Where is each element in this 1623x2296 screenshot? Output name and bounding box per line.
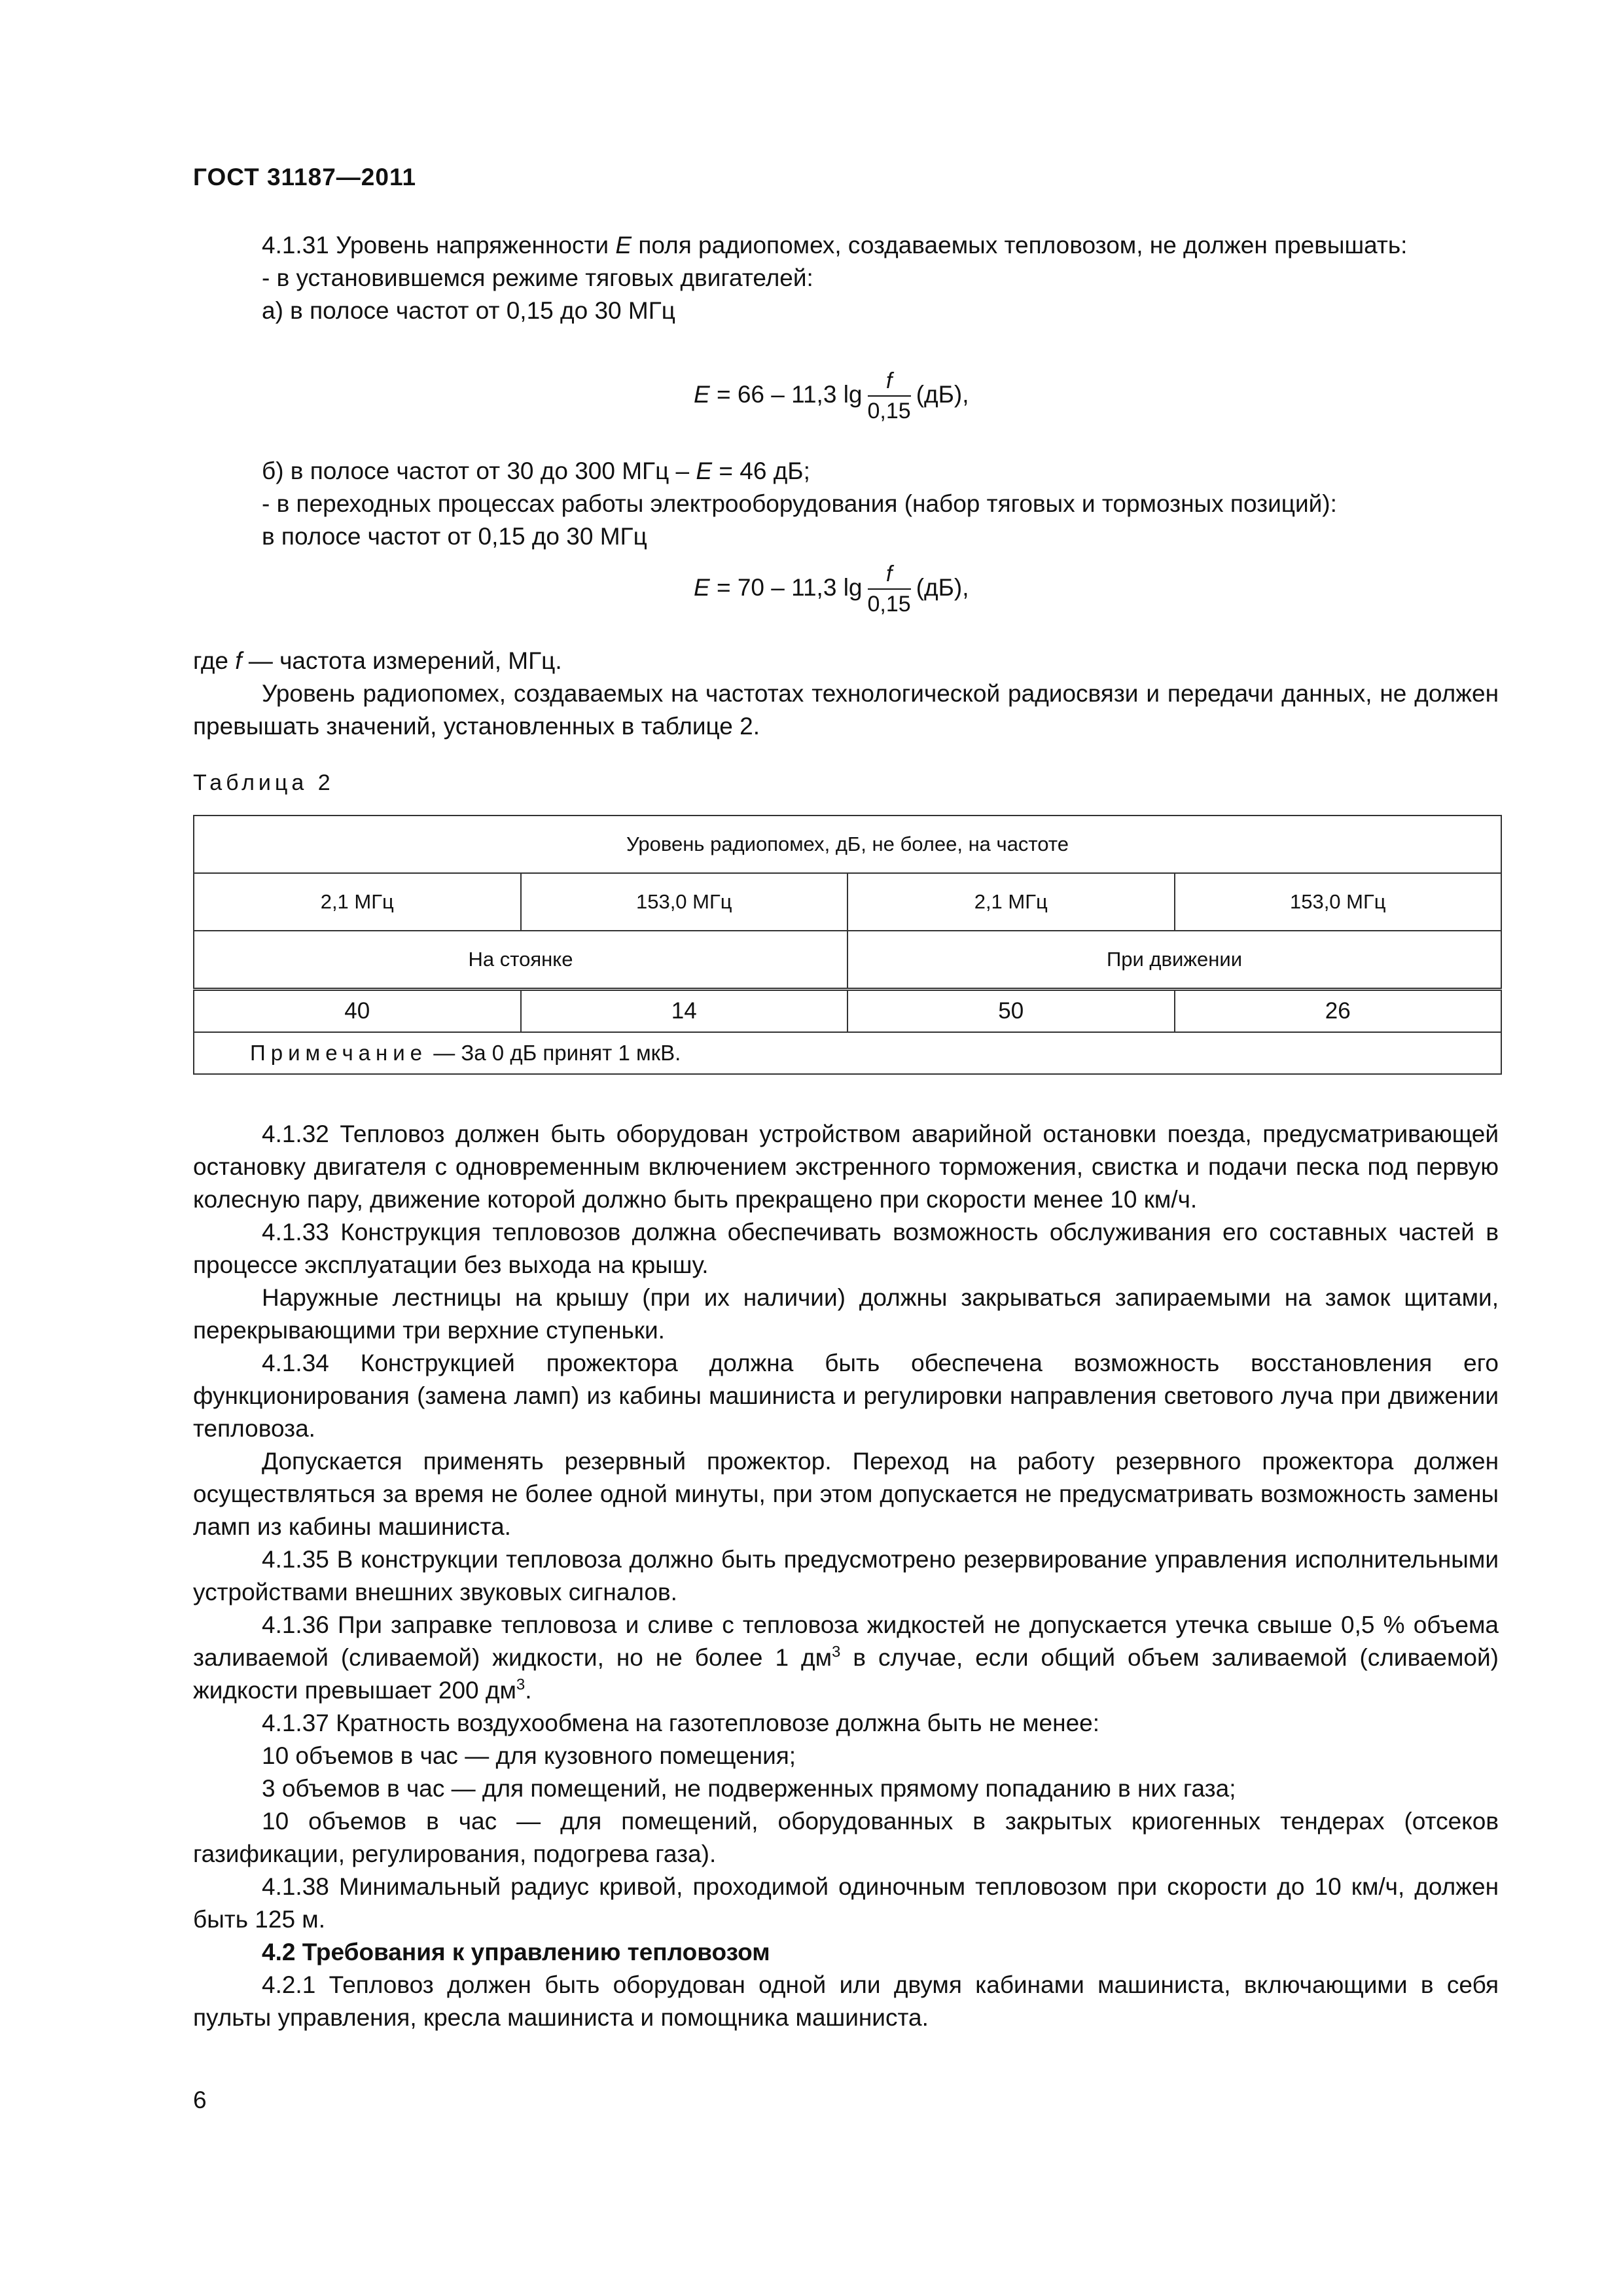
paragraph-4-1-37: 4.1.37 Кратность воздухообмена на газотепловозе должна быть не менее: bbox=[262, 1710, 1100, 1736]
paragraph-4-1-33: 4.1.33 Конструкция тепловозов должна обеспечивать возможность обслуживания его составных частей в процессе эксплуатации без выхода на крышу. bbox=[193, 1219, 1499, 1278]
band-a-line: а) в полосе частот от 0,15 до 30 МГц bbox=[262, 297, 675, 324]
where-line: где f — частота измерений, МГц. bbox=[193, 647, 562, 674]
table-note: Примечание — За 0 дБ принят 1 мкВ. bbox=[194, 1032, 1501, 1074]
table-freq-header: 153,0 МГц bbox=[1175, 873, 1502, 931]
table-caption: Таблица 2 bbox=[193, 770, 334, 795]
section-heading-4-2: 4.2 Требования к управлению тепловозом bbox=[262, 1939, 770, 1965]
paragraph-4-1-38: 4.1.38 Минимальный радиус кривой, проходимой одиночным тепловозом при скорости до 10 км/ч, должен быть 125 м. bbox=[193, 1873, 1499, 1933]
formula-2: E = 70 – 11,3 lg $\frac{f}{0,15}$ (дБ), bbox=[694, 560, 969, 619]
paragraph-4-1-34: 4.1.34 Конструкцией прожектора должна быть обеспечена возможность восстановления его функционирования (замена ламп) из кабины машиниста и регулировки направления светового луча при движении тепловоза. bbox=[193, 1350, 1499, 1442]
paragraph-4-2-1: 4.2.1 Тепловоз должен быть оборудован одной или двумя кабинами машиниста, включающими в себя пульты управления, кресла машиниста и помощника машиниста. bbox=[193, 1971, 1499, 2031]
transient-line: - в переходных процессах работы электрооборудования (набор тяговых и тормозных позиций): bbox=[262, 490, 1337, 517]
paragraph-4-1-37-item: 10 объемов в час — для кузовного помещения; bbox=[262, 1742, 796, 1769]
page-number: 6 bbox=[193, 2087, 207, 2113]
paragraph-4-1-32: 4.1.32 Тепловоз должен быть оборудован устройством аварийной остановки поезда, предусматривающей остановку двигателя с одновременным включением экстренного торможения, свистка и подачи песка под первую колесную пару, движение которой должно быть прекращено при скорости менее 10 км/ч. bbox=[193, 1121, 1499, 1213]
paragraph-4-1-37-item: 10 объемов в час — для помещений, оборудованных в закрытых криогенных тендерах (отсеков газификации, регулирования, подогрева газа). bbox=[193, 1808, 1499, 1867]
paragraph-4-1-34-reserve: Допускается применять резервный прожектор. Переход на работу резервного прожектора должен осуществляться за время не более одной минуты, при этом допускается не предусматривать возможность замены ламп из кабины машиниста. bbox=[193, 1448, 1499, 1540]
section-4-1-31-intro bbox=[193, 229, 1499, 327]
table-group-header: При движении bbox=[847, 931, 1501, 990]
paragraph-4-1-33-ladders: Наружные лестницы на крышу (при их наличии) должны закрываться запираемыми на замок щитами, перекрывающими три верхние ступеньки. bbox=[193, 1284, 1499, 1344]
steady-mode-line: - в установившемся режиме тяговых двигателей: bbox=[262, 264, 813, 291]
table-top-header: Уровень радиопомех, дБ, не более, на частоте bbox=[194, 816, 1501, 873]
table-freq-header: 2,1 МГц bbox=[847, 873, 1175, 931]
paragraph-4-1-35: 4.1.35 В конструкции тепловоза должно быть предусмотрено резервирование управления исполнительными устройствами внешних звуковых сигналов. bbox=[193, 1546, 1499, 1605]
paragraph-4-1-31: 4.1.31 Уровень напряженности E поля радиопомех, создаваемых тепловозом, не должен превышать: bbox=[262, 232, 1408, 259]
body-paragraphs bbox=[193, 1118, 1499, 2034]
table-value-cell: 26 bbox=[1175, 990, 1502, 1033]
paragraph-4-1-37-item: 3 объемов в час — для помещений, не подверженных прямому попаданию в них газа; bbox=[262, 1775, 1236, 1802]
section-4-1-31-where bbox=[193, 645, 1499, 743]
paragraph-4-1-36: 4.1.36 При заправке тепловоза и сливе с тепловоза жидкостей не допускается утечка свыше 0,5 % объема заливаемой (сливаемой) жидкости, но не более 1 $дм^3$ в случае, если общий объем заливаемой (сливаемой) жидкости превышает 200 $дм^3$. bbox=[193, 1611, 1499, 1704]
table-value-cell: 14 bbox=[521, 990, 848, 1033]
section-4-1-31-bands bbox=[193, 455, 1499, 553]
formula-1: E = 66 – 11,3 lg $\frac{f}{0,15}$ (дБ), bbox=[694, 367, 969, 425]
radio-level-paragraph: Уровень радиопомех, создаваемых на частотах технологической радиосвязи и передачи данных, не должен превышать значений, установленных в таблице 2. bbox=[193, 680, 1499, 740]
table-value-cell: 40 bbox=[194, 990, 521, 1033]
table-value-cell: 50 bbox=[847, 990, 1175, 1033]
fraction: $\frac{f}{0,15}$ bbox=[868, 560, 911, 619]
doc-header: ГОСТ 31187—2011 bbox=[193, 164, 417, 190]
band-c-line: в полосе частот от 0,15 до 30 МГц bbox=[262, 523, 647, 550]
band-b-line: б) в полосе частот от 30 до 300 МГц – E = 46 дБ; bbox=[262, 457, 810, 484]
table-2 bbox=[193, 815, 1502, 1075]
table-group-header: На стоянке bbox=[194, 931, 847, 990]
table-freq-header: 153,0 МГц bbox=[521, 873, 848, 931]
table-freq-header: 2,1 МГц bbox=[194, 873, 521, 931]
fraction: $\frac{f}{0,15}$ bbox=[868, 367, 911, 425]
